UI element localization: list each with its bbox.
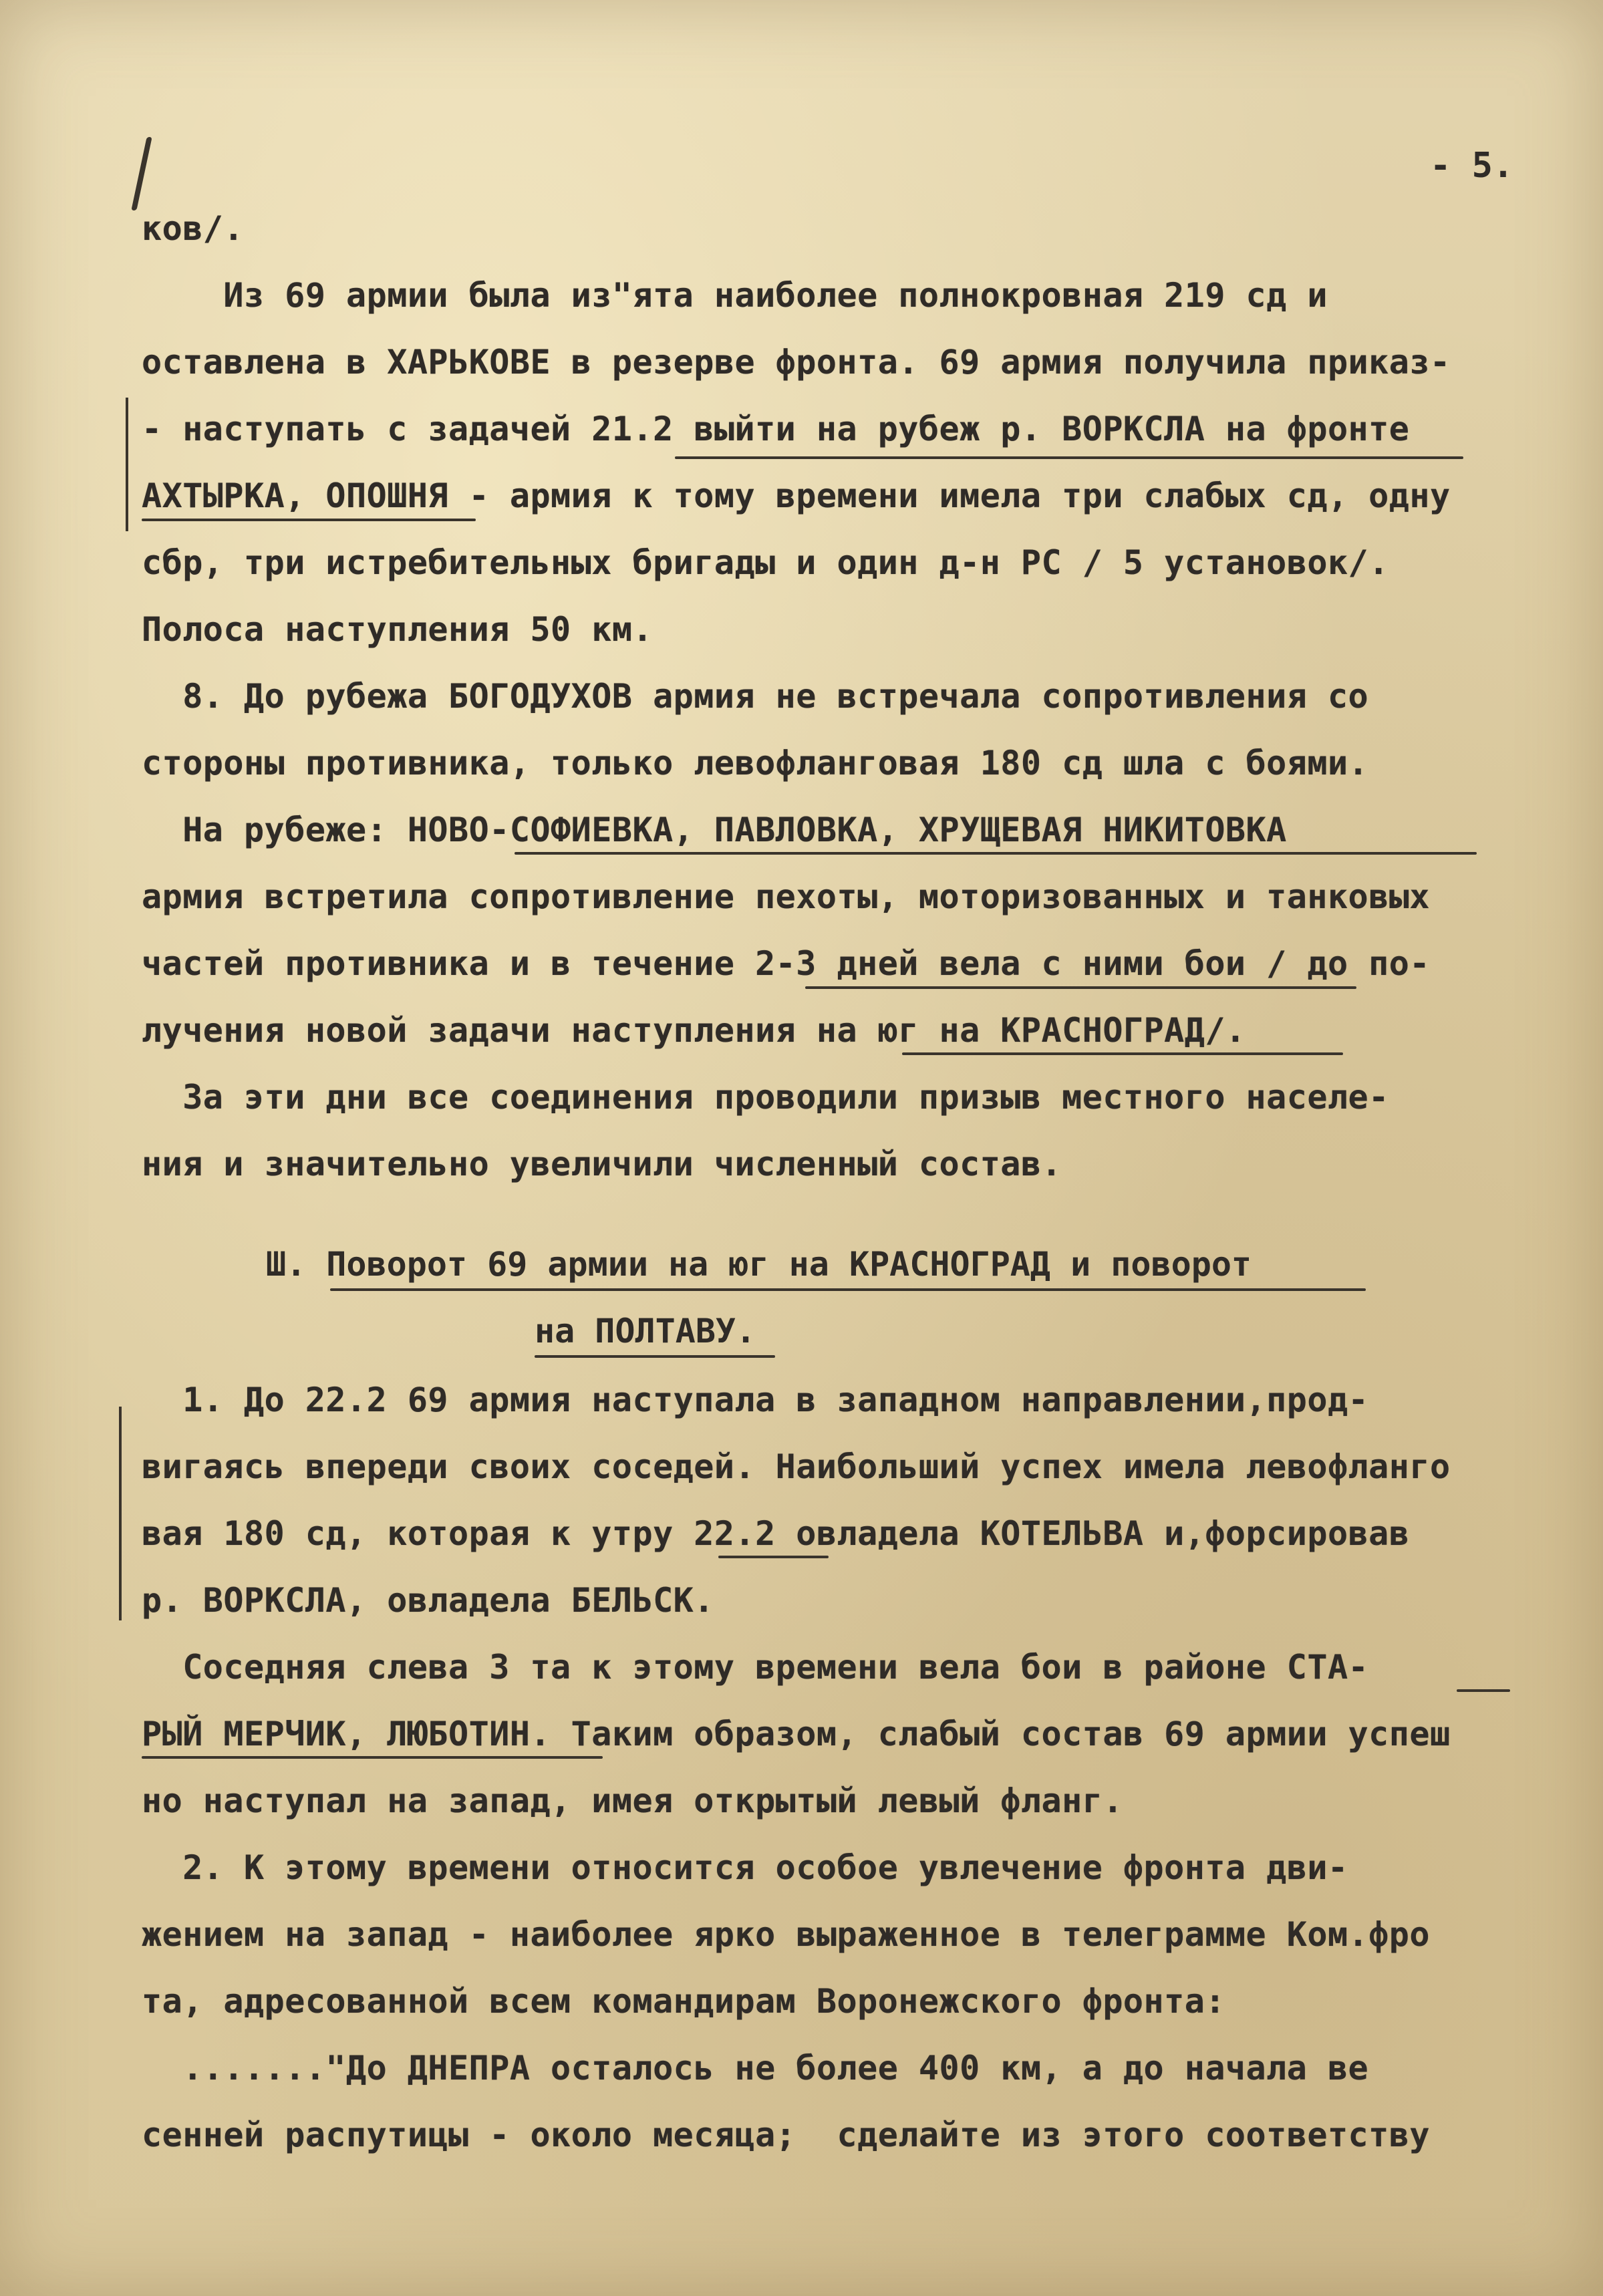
underline-mark — [902, 1052, 1343, 1055]
text-line: За эти дни все соединения проводили призыв местного населе- — [142, 1078, 1389, 1117]
text-line: армия встретила сопротивление пехоты, моторизованных и танковых — [142, 877, 1430, 916]
underline-mark — [330, 1288, 1366, 1291]
underline-mark — [142, 1756, 603, 1759]
section-heading-line-1: Ш. Поворот 69 армии на юг на КРАСНОГРАД и поворот — [266, 1245, 1252, 1284]
text-line: стороны противника, только левофланговая 180 сд шла с боями. — [142, 744, 1369, 782]
underline-mark — [142, 519, 476, 521]
text-line: сбр, три истребительных бригады и один д-н РС / 5 установок/. — [142, 543, 1389, 582]
text-line: - наступать с задачей 21.2 выйти на рубеж р. ВОРКСЛА на фронте — [142, 410, 1410, 448]
text-line: Соседняя слева 3 та к этому времени вела бои в районе СТА- — [142, 1648, 1369, 1687]
margin-bracket-mark — [126, 398, 128, 531]
text-line: лучения новой задачи наступления на юг на КРАСНОГРАД/. — [142, 1011, 1246, 1050]
text-line: На рубеже: НОВО-СОФИЕВКА, ПАВЛОВКА, ХРУЩЕВАЯ НИКИТОВКА — [142, 811, 1287, 849]
text-line: ков/. — [142, 209, 245, 248]
text-line: РЫЙ МЕРЧИК, ЛЮБОТИН. Таким образом, слабый состав 69 армии успеш — [142, 1715, 1451, 1753]
text-line: сенней распутицы - около месяца; сделайте из этого соответству — [142, 2116, 1430, 2154]
text-line: та, адресованной всем командирам Воронежского фронта: — [142, 1982, 1225, 2021]
text-line: жением на запад - наиболее ярко выраженное в телеграмме Ком.фро — [142, 1915, 1430, 1954]
underline-mark — [515, 852, 1477, 855]
underline-mark — [675, 456, 1463, 459]
text-line: вая 180 сд, которая к утру 22.2 овладела КОТЕЛЬВА и,форсировав — [142, 1514, 1410, 1553]
text-line: 8. До рубежа БОГОДУХОВ армия не встречала сопротивления со — [142, 677, 1369, 716]
text-line: 1. До 22.2 69 армия наступала в западном направлении,прод- — [142, 1381, 1369, 1419]
text-line: АХТЫРКА, ОПОШНЯ - армия к тому времени имела три слабых сд, одну — [142, 476, 1451, 515]
text-line: частей противника и в течение 2-3 дней вела с ними бои / до по- — [142, 944, 1430, 983]
text-line: вигаясь впереди своих соседей. Наибольший успех имела левофланго — [142, 1447, 1451, 1486]
section-heading-line-2: на ПОЛТАВУ. — [535, 1312, 756, 1350]
page-number: - 5. — [1430, 146, 1514, 186]
text-line: оставлена в ХАРЬКОВЕ в резерве фронта. 69 армия получила приказ- — [142, 343, 1451, 382]
margin-bracket-mark — [119, 1407, 122, 1620]
text-line: 2. К этому времени относится особое увлечение фронта дви- — [142, 1848, 1348, 1887]
handwritten-slash-mark — [131, 137, 152, 210]
text-line: но наступал на запад, имея открытый левый фланг. — [142, 1781, 1123, 1820]
text-line: Полоса наступления 50 км. — [142, 610, 653, 649]
underline-mark — [805, 986, 1356, 989]
underline-mark — [718, 1556, 829, 1558]
text-line: Из 69 армии была из"ята наиболее полнокровная 219 сд и — [142, 276, 1328, 315]
text-line: р. ВОРКСЛА, овладела БЕЛЬСК. — [142, 1581, 714, 1620]
underline-mark — [1457, 1689, 1510, 1692]
text-line: ......."До ДНЕПРА осталось не более 400 км, а до начала ве — [142, 2049, 1369, 2088]
underline-mark — [535, 1355, 775, 1358]
text-line: ния и значительно увеличили численный состав. — [142, 1145, 1062, 1183]
